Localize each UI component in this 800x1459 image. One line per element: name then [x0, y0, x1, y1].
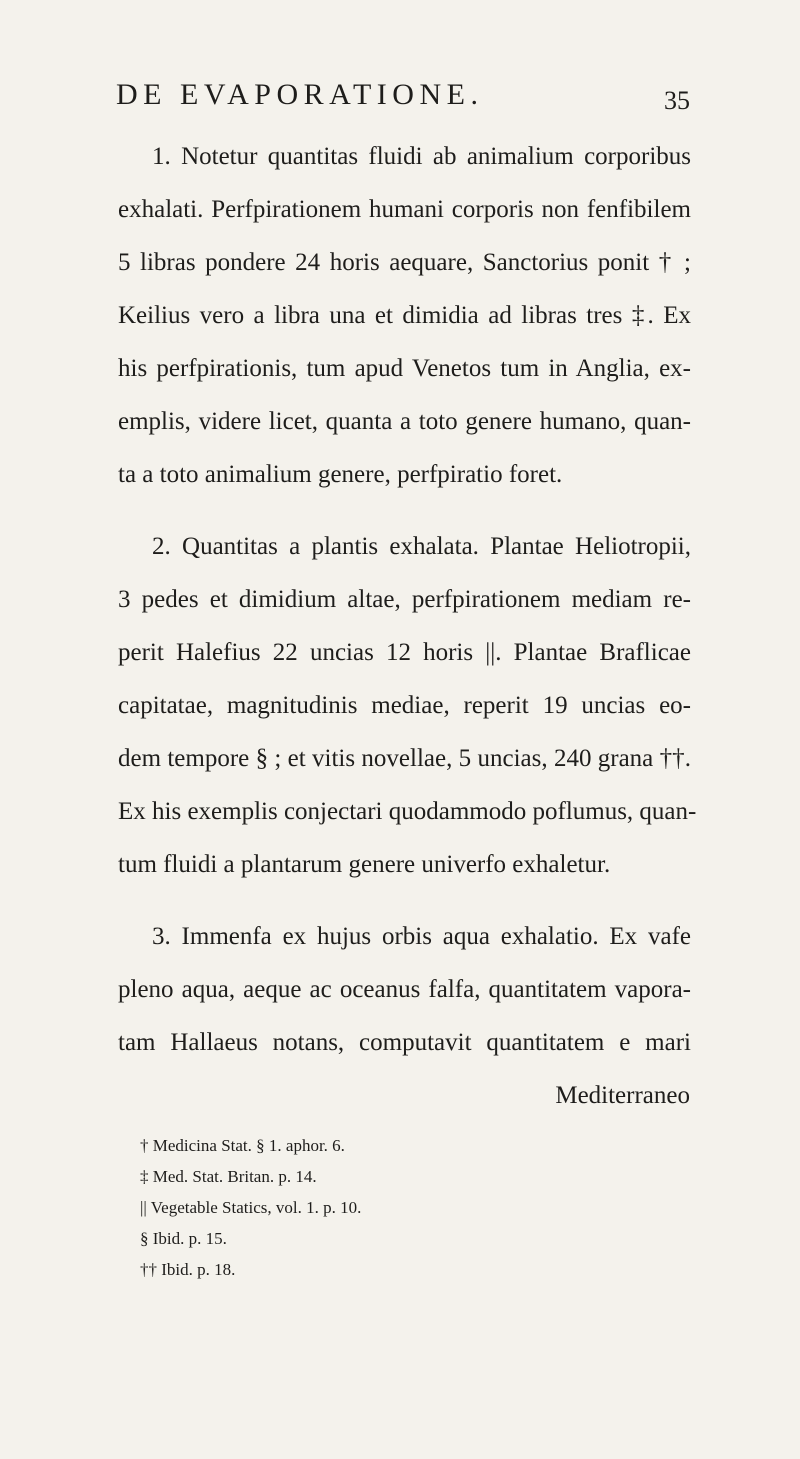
- footnote: § Ibid. p. 15.: [140, 1229, 227, 1248]
- running-title: DE EVAPORATIONE.: [116, 78, 484, 111]
- text-line: 5 libras pondere 24 horis aequare, Sanctorius ponit † ;: [118, 249, 691, 276]
- text-line: 2. Quantitas a plantis exhalata. Plantae Heliotropii,: [152, 533, 691, 560]
- text-line: Ex his exemplis conjectari quodammodo poflumus, quan-: [118, 798, 697, 825]
- text-line: pleno aqua, aeque ac oceanus falfa, quantitatem vapora-: [118, 976, 691, 1003]
- catchword: Mediterraneo: [555, 1082, 690, 1109]
- footnotes: [140, 1130, 361, 1285]
- text-line: 3. Immenfa ex hujus orbis aqua exhalatio. Ex vafe: [152, 923, 691, 950]
- text-line: emplis, videre licet, quanta a toto genere humano, quan-: [118, 408, 691, 435]
- footnote: || Vegetable Statics, vol. 1. p. 10.: [140, 1198, 362, 1217]
- text-line: 1. Notetur quantitas fluidi ab animalium corporibus: [152, 143, 691, 170]
- text-line: his perfpirationis, tum apud Venetos tum in Anglia, ex-: [118, 355, 691, 382]
- text-line: dem tempore § ; et vitis novellae, 5 uncias, 240 grana ††.: [118, 745, 691, 772]
- footnote: † Medicina Stat. § 1. aphor. 6.: [140, 1136, 345, 1155]
- text-line: ta a toto animalium genere, perfpiratio foret.: [118, 461, 563, 488]
- page-number: 35: [664, 86, 690, 115]
- footnote: ‡ Med. Stat. Britan. p. 14.: [140, 1167, 317, 1186]
- text-line: exhalati. Perfpirationem humani corporis non fenfibilem: [118, 196, 691, 223]
- footnote: †† Ibid. p. 18.: [140, 1260, 236, 1279]
- text-line: capitatae, magnitudinis mediae, reperit 19 uncias eo-: [118, 692, 691, 719]
- text-line: perit Halefius 22 uncias 12 horis ||. Plantae Braflicae: [118, 639, 691, 666]
- running-head: [116, 72, 690, 118]
- text-line: tum fluidi a plantarum genere univerfo exhaletur.: [118, 851, 611, 878]
- text-line: 3 pedes et dimidium altae, perfpirationem mediam re-: [118, 586, 691, 613]
- text-line: tam Hallaeus notans, computavit quantitatem e mari: [118, 1029, 691, 1056]
- text-line: Keilius vero a libra una et dimidia ad libras tres ‡. Ex: [118, 302, 691, 329]
